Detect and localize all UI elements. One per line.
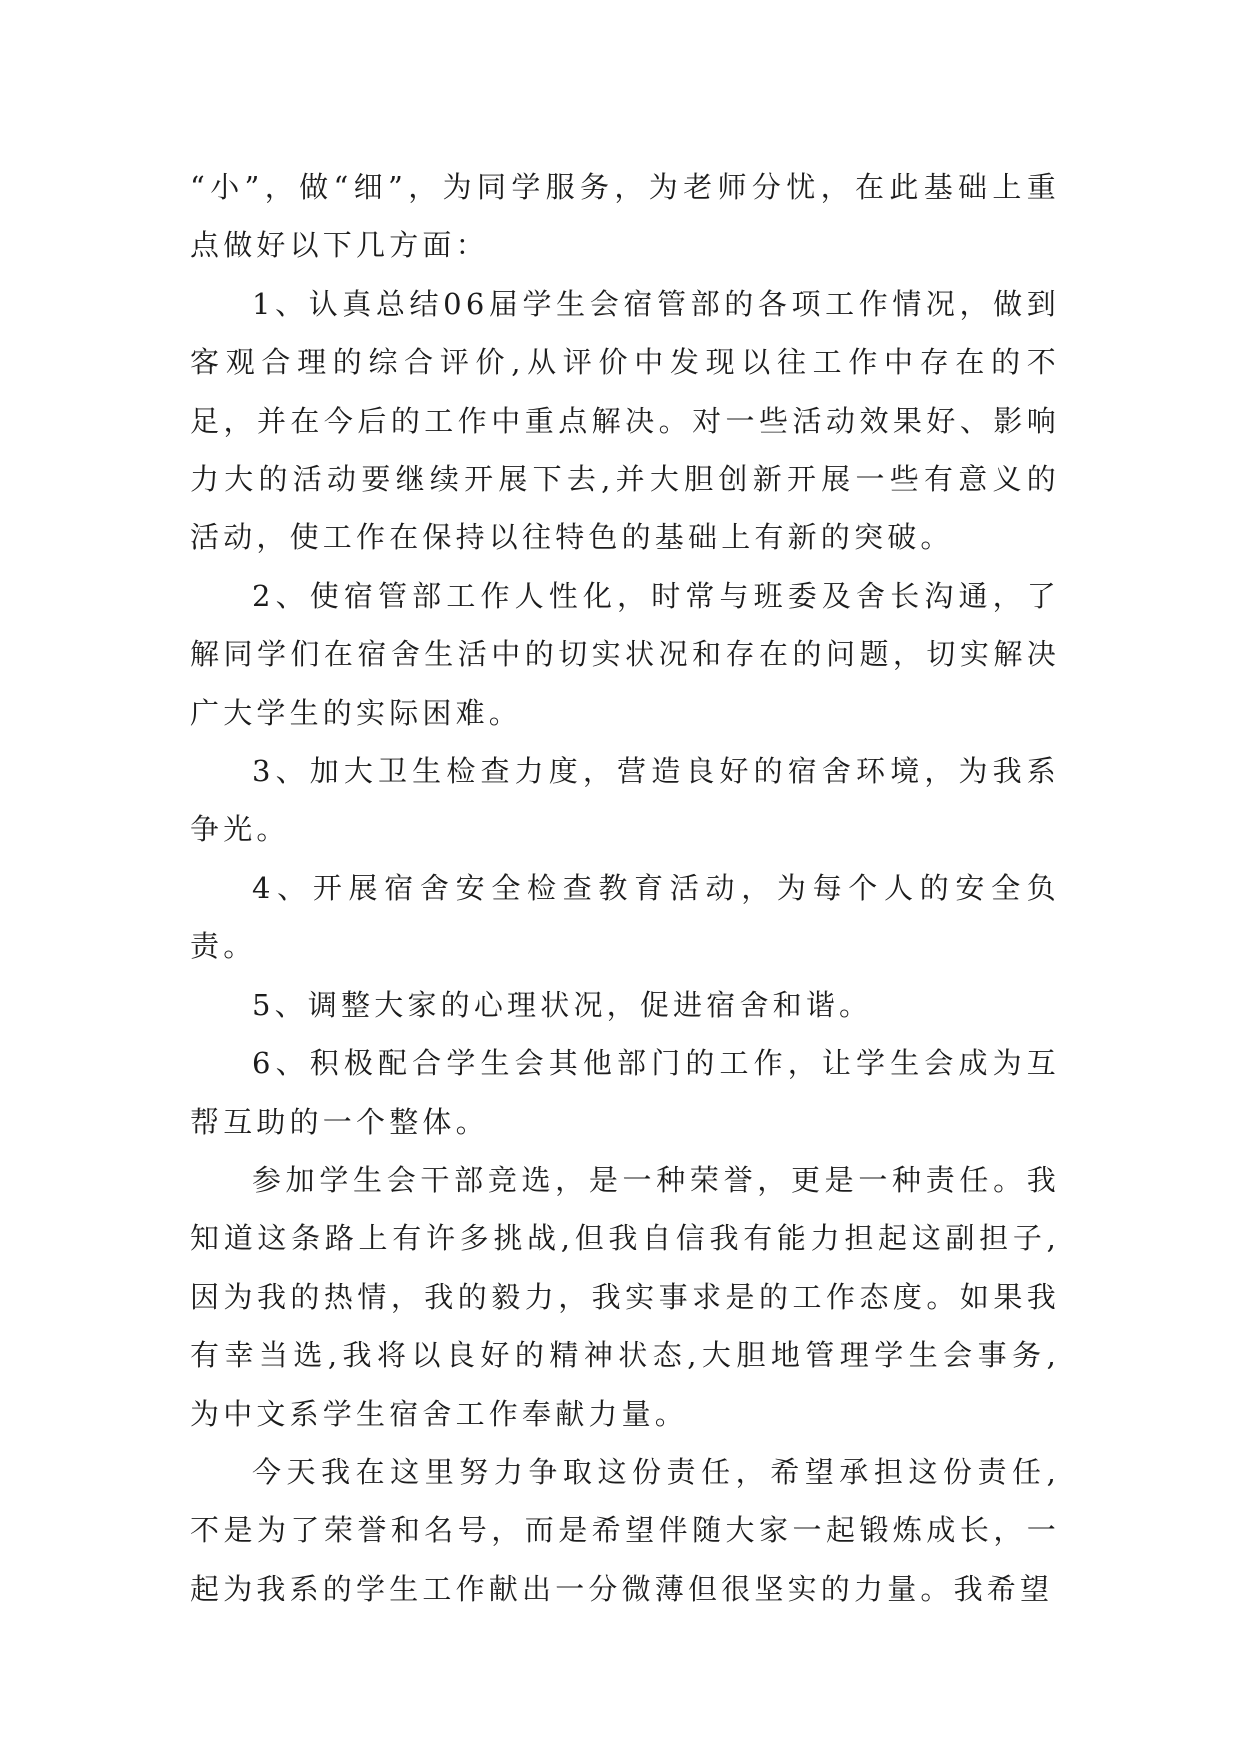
paragraph-item-1: 1、认真总结06届学生会宿管部的各项工作情况，做到客观合理的综合评价,从评价中发现以往工作中存在的不足，并在今后的工作中重点解决。对一些活动效果好、影响力大的活动要继续开展下去,并大胆创新开展一些有意义的活动，使工作在保持以往特色的基础上有新的突破。 <box>190 286 1060 555</box>
paragraph-item-6: 6、积极配合学生会其他部门的工作，让学生会成为互帮互助的一个整体。 <box>190 1046 1060 1139</box>
paragraph-item-3: 3、加大卫生检查力度，营造良好的宿舍环境，为我系争光。 <box>190 754 1060 847</box>
document-body <box>190 158 1060 1618</box>
paragraph-item-4: 4、开展宿舍安全检查教育活动，为每个人的安全负责。 <box>190 870 1060 964</box>
paragraph-item-5: 5、调整大家的心理状况，促进宿舍和谐。 <box>252 987 873 1022</box>
paragraph-item-2: 2、使宿管部工作人性化，时常与班委及舍长沟通，了解同学们在宿舍生活中的切实状况和存在的问题，切实解决广大学生的实际困难。 <box>190 578 1060 730</box>
paragraph-closing: 今天我在这里努力争取这份责任，希望承担这份责任,不是为了荣誉和名号，而是希望伴随大家一起锻炼成长，一起为我系的学生工作献出一分微薄但很坚实的力量。我希望 <box>190 1454 1060 1606</box>
paragraph-intro-continuation: “小”，做“细”，为同学服务，为老师分忧，在此基础上重点做好以下几方面： <box>190 170 1060 263</box>
paragraph-campaign-statement: 参加学生会干部竞选，是一种荣誉，更是一种责任。我知道这条路上有许多挑战,但我自信我有能力担起这副担子,因为我的热情，我的毅力，我实事求是的工作态度。如果我有幸当选,我将以良好的精神状态,大胆地管理学生会事务,为中文系学生宿舍工作奉献力量。 <box>190 1162 1060 1431</box>
